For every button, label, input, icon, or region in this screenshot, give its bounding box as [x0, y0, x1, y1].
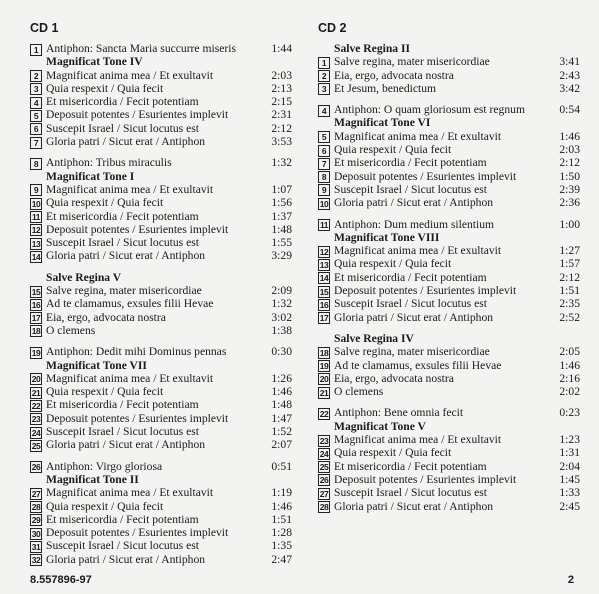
track-title: Et misericordia / Fecit potentiam: [334, 156, 487, 170]
track-duration: 3:42: [559, 81, 580, 95]
track-duration: 2:39: [559, 182, 580, 196]
track-title: Et misericordia / Fecit potentiam: [46, 95, 199, 109]
track-row: [30, 183, 292, 196]
track-duration: 3:02: [271, 310, 292, 324]
track-number-box: 4: [30, 97, 42, 109]
track-row: [30, 223, 292, 236]
track-row: [318, 311, 580, 324]
track-number-box: 23: [319, 435, 329, 446]
track-row: [318, 257, 580, 270]
track-row: [318, 170, 580, 183]
track-row: [30, 156, 292, 169]
track-title: Quia respexit / Quia fecit: [46, 81, 164, 95]
track-row: [30, 42, 292, 55]
track-row: [30, 486, 292, 499]
track-row: [30, 372, 292, 385]
track-title: Ad te clamamus, exsules filii Hevae: [334, 358, 502, 372]
track-duration: 0:54: [559, 103, 580, 117]
track-duration: 0:30: [271, 345, 292, 359]
track-row: [30, 526, 292, 539]
track-row: [30, 500, 292, 513]
track-number-box: 28: [31, 502, 41, 512]
track-number-box: 11: [320, 220, 328, 231]
track-row: [30, 196, 292, 209]
track-row: [318, 82, 580, 95]
track-number-box: 21: [31, 387, 41, 398]
work-heading: Magnificat Tone I: [46, 169, 135, 183]
track-row: [30, 425, 292, 438]
track-title: Eia, ergo, advocata nostra: [46, 310, 166, 324]
track-row: [318, 156, 580, 169]
track-number-box: 14: [319, 273, 329, 284]
track-title: Suscepit Israel / Sicut locutus est: [46, 425, 199, 439]
track-row: [30, 385, 292, 398]
cd2-sections: [318, 42, 580, 513]
track-title: Gloria patri / Sicut erat / Antiphon: [334, 310, 494, 324]
track-duration: 0:51: [271, 459, 292, 473]
track-title: Suscepit Israel / Sicut locutus est: [334, 182, 487, 196]
track-duration: 1:46: [559, 358, 580, 372]
track-duration: 2:47: [271, 552, 292, 566]
track-row: [30, 398, 292, 411]
track-duration: 2:04: [559, 459, 580, 473]
track-title: Antiphon: Dedit mihi Dominus pennas: [46, 345, 227, 359]
track-number-box: 5: [30, 110, 42, 122]
cd1-sections: [30, 42, 292, 566]
track-duration: 1:55: [271, 236, 292, 250]
track-number-box: 25: [319, 462, 329, 473]
track-duration: 1:23: [559, 433, 580, 447]
track-group: [318, 218, 580, 324]
track-number-box: 12: [31, 225, 41, 236]
track-number-box: 7: [318, 158, 330, 170]
track-number-box: 6: [318, 145, 330, 157]
track-number-box: 10: [319, 198, 329, 209]
track-title: Suscepit Israel / Sicut locutus est: [46, 236, 199, 250]
track-row: [318, 196, 580, 209]
track-duration: 1:07: [271, 182, 292, 196]
track-duration: 2:52: [559, 310, 580, 324]
catalog-number: 8.557896-97: [30, 574, 92, 586]
track-number-box: 22: [31, 400, 41, 411]
track-title: Antiphon: Sancta Maria succurre miseris: [46, 42, 236, 55]
track-title: Gloria patri / Sicut erat / Antiphon: [46, 135, 206, 149]
track-duration: 2:05: [559, 345, 580, 359]
track-row: [318, 446, 580, 459]
track-duration: 1:46: [271, 385, 292, 399]
work-heading: Magnificat Tone IV: [46, 55, 143, 69]
track-title: Salve regina, mater misericordiae: [334, 55, 490, 69]
track-number-box: 18: [31, 326, 41, 337]
track-row: [318, 297, 580, 310]
track-number-box: 13: [31, 238, 41, 249]
track-number-box: 2: [318, 70, 330, 82]
work-heading: Salve Regina IV: [334, 331, 414, 345]
track-duration: 2:12: [271, 121, 292, 135]
track-row: [30, 297, 292, 310]
track-row: [318, 385, 580, 398]
track-duration: 1:32: [271, 297, 292, 311]
track-title: Antiphon: Bene omnia fecit: [334, 406, 464, 420]
track-row: [318, 130, 580, 143]
track-row: [318, 143, 580, 156]
track-number-box: 24: [31, 427, 41, 438]
track-title: Deposuit potentes / Esurientes implevit: [334, 169, 517, 183]
track-number-box: 30: [31, 528, 41, 539]
track-row: [30, 108, 292, 121]
track-row: [318, 372, 580, 385]
track-title: Gloria patri / Sicut erat / Antiphon: [46, 249, 206, 263]
track-row: [30, 553, 292, 566]
track-title: Et misericordia / Fecit potentiam: [46, 512, 199, 526]
track-row: [318, 460, 580, 473]
track-title: Magnificat anima mea / Et exultavit: [334, 244, 502, 258]
track-title: Deposuit potentes / Esurientes implevit: [46, 526, 229, 540]
track-title: Deposuit potentes / Esurientes implevit: [334, 472, 517, 486]
track-duration: 1:37: [271, 209, 292, 223]
track-title: Quia respexit / Quia fecit: [334, 257, 452, 271]
track-duration: 1:46: [271, 499, 292, 513]
track-duration: 3:53: [271, 135, 292, 149]
track-number-box: 3: [30, 83, 42, 95]
track-number-box: 16: [319, 299, 329, 310]
track-number-box: 20: [319, 374, 329, 385]
track-duration: 2:35: [559, 297, 580, 311]
track-title: Antiphon: O quam gloriosum est regnum: [334, 103, 525, 117]
track-number-box: 29: [31, 515, 41, 526]
track-row: [318, 69, 580, 82]
track-number-box: 31: [31, 541, 41, 552]
track-title: Gloria patri / Sicut erat / Antiphon: [46, 552, 206, 566]
track-duration: 1:46: [559, 129, 580, 143]
track-row: [30, 82, 292, 95]
track-title: Suscepit Israel / Sicut locutus est: [46, 539, 199, 553]
track-duration: 2:36: [559, 196, 580, 210]
track-number-box: 9: [318, 184, 330, 196]
track-row: [318, 244, 580, 257]
track-duration: 2:03: [559, 143, 580, 157]
track-title: Deposuit potentes / Esurientes implevit: [334, 284, 517, 298]
track-row: [30, 284, 292, 297]
track-number-box: 17: [319, 313, 329, 324]
track-duration: 1:48: [271, 398, 292, 412]
track-row: [30, 210, 292, 223]
track-row: [318, 103, 580, 116]
track-title: Et misericordia / Fecit potentiam: [334, 270, 487, 284]
track-row: [318, 55, 580, 68]
track-number-box: 5: [318, 131, 330, 143]
track-duration: 2:02: [559, 385, 580, 399]
track-row: [318, 183, 580, 196]
track-duration: 1:26: [271, 371, 292, 385]
cd2-tracklist: [318, 20, 580, 513]
track-group: [318, 332, 580, 398]
track-title: O clemens: [334, 385, 384, 399]
track-number-box: 26: [31, 462, 41, 473]
track-number-box: 23: [31, 414, 41, 425]
track-duration: 1:00: [559, 217, 580, 231]
track-row: [30, 95, 292, 108]
track-title: Magnificat anima mea / Et exultavit: [46, 371, 214, 385]
track-duration: 1:50: [559, 169, 580, 183]
track-title: Magnificat anima mea / Et exultavit: [46, 68, 214, 82]
track-number-box: 3: [318, 83, 330, 95]
work-heading: Salve Regina V: [46, 270, 122, 284]
cd1-title: CD 1: [30, 21, 59, 35]
track-row: [318, 433, 580, 446]
track-number-box: 20: [31, 374, 41, 385]
track-number-box: 7: [30, 137, 42, 149]
track-group: [30, 156, 292, 262]
track-title: Deposuit potentes / Esurientes implevit: [46, 222, 229, 236]
track-row: [30, 236, 292, 249]
track-number-box: 19: [31, 347, 41, 358]
track-duration: 0:23: [559, 406, 580, 420]
track-row: [30, 311, 292, 324]
track-number-box: 22: [319, 408, 329, 419]
track-row: [30, 249, 292, 262]
track-number-box: 17: [31, 313, 41, 324]
track-duration: 1:19: [271, 486, 292, 500]
track-title: Eia, ergo, advocata nostra: [334, 68, 454, 82]
track-row: [30, 412, 292, 425]
track-number-box: 10: [31, 198, 41, 209]
track-title: Et misericordia / Fecit potentiam: [46, 209, 199, 223]
track-duration: 1:51: [559, 284, 580, 298]
track-number-box: 13: [319, 259, 329, 270]
track-number-box: 27: [319, 488, 329, 499]
track-title: Magnificat anima mea / Et exultavit: [334, 433, 502, 447]
track-row: [318, 345, 580, 358]
track-number-box: 4: [318, 105, 330, 117]
track-duration: 1:35: [271, 539, 292, 553]
track-duration: 2:09: [271, 284, 292, 298]
track-group: [30, 42, 292, 148]
track-duration: 2:45: [559, 499, 580, 513]
track-title: Salve regina, mater misericordiae: [46, 284, 202, 298]
track-row: [318, 218, 580, 231]
cd1-tracklist: [30, 20, 292, 566]
track-row: [318, 271, 580, 284]
track-number-box: 9: [30, 184, 42, 196]
track-duration: 2:43: [559, 68, 580, 82]
track-title: Magnificat anima mea / Et exultavit: [46, 486, 214, 500]
track-number-box: 28: [319, 502, 329, 512]
track-duration: 1:47: [271, 411, 292, 425]
work-heading: Magnificat Tone VI: [334, 116, 431, 130]
track-title: Gloria patri / Sicut erat / Antiphon: [46, 438, 206, 452]
track-number-box: 8: [30, 158, 42, 170]
work-heading: Magnificat Tone II: [46, 472, 139, 486]
track-number-box: 25: [31, 440, 41, 451]
work-heading: Magnificat Tone V: [334, 419, 426, 433]
track-duration: 1:32: [271, 156, 292, 170]
track-duration: 2:07: [271, 438, 292, 452]
track-title: Suscepit Israel / Sicut locutus est: [46, 121, 199, 135]
track-row: [30, 69, 292, 82]
track-duration: 1:51: [271, 512, 292, 526]
track-title: O clemens: [46, 323, 96, 337]
track-duration: 1:56: [271, 196, 292, 210]
work-heading: Magnificat Tone VIII: [334, 230, 440, 244]
track-duration: 1:52: [271, 425, 292, 439]
track-title: Deposuit potentes / Esurientes implevit: [46, 108, 229, 122]
track-title: Et Jesum, benedictum: [334, 81, 437, 95]
track-title: Antiphon: Dum medium silentium: [334, 217, 495, 231]
track-group: [30, 460, 292, 566]
track-title: Salve regina, mater misericordiae: [334, 345, 490, 359]
track-number-box: 15: [31, 286, 41, 297]
track-row: [30, 345, 292, 358]
track-group: [30, 345, 292, 451]
track-title: Quia respexit / Quia fecit: [46, 385, 164, 399]
work-heading: Salve Regina II: [334, 42, 411, 55]
track-row: [30, 324, 292, 337]
track-duration: 1:48: [271, 222, 292, 236]
track-number-box: 24: [319, 448, 329, 459]
track-title: Quia respexit / Quia fecit: [46, 196, 164, 210]
track-row: [30, 135, 292, 148]
track-number-box: 8: [318, 171, 330, 183]
track-row: [30, 539, 292, 552]
track-number-box: 27: [31, 488, 41, 499]
track-duration: 1:45: [559, 472, 580, 486]
track-title: Antiphon: Tribus miraculis: [46, 156, 172, 170]
track-title: Suscepit Israel / Sicut locutus est: [334, 297, 487, 311]
track-title: Gloria patri / Sicut erat / Antiphon: [334, 196, 494, 210]
track-duration: 2:03: [271, 68, 292, 82]
track-title: Deposuit potentes / Esurientes implevit: [46, 411, 229, 425]
page-number: 2: [567, 574, 574, 586]
cd2-title: CD 2: [318, 21, 347, 35]
track-number-box: 6: [30, 123, 42, 135]
track-number-box: 19: [319, 361, 329, 372]
track-duration: 2:16: [559, 371, 580, 385]
track-duration: 2:31: [271, 108, 292, 122]
track-title: Magnificat anima mea / Et exultavit: [46, 182, 214, 196]
track-duration: 1:38: [271, 323, 292, 337]
track-title: Gloria patri / Sicut erat / Antiphon: [334, 499, 494, 513]
track-duration: 1:33: [559, 486, 580, 500]
track-row: [30, 438, 292, 451]
track-duration: 1:28: [271, 526, 292, 540]
track-duration: 3:41: [559, 55, 580, 69]
track-number-box: 32: [31, 555, 41, 566]
track-duration: 2:12: [559, 156, 580, 170]
track-group: [318, 42, 580, 95]
track-row: [318, 486, 580, 499]
track-row: [30, 513, 292, 526]
track-duration: 3:29: [271, 249, 292, 263]
track-title: Ad te clamamus, exsules filii Hevae: [46, 297, 214, 311]
track-title: Magnificat anima mea / Et exultavit: [334, 129, 502, 143]
track-row: [318, 473, 580, 486]
track-group: [318, 103, 580, 209]
track-row: [318, 500, 580, 513]
track-title: Suscepit Israel / Sicut locutus est: [334, 486, 487, 500]
track-row: [318, 359, 580, 372]
track-number-box: 1: [30, 44, 42, 56]
track-row: [318, 406, 580, 419]
track-duration: 2:13: [271, 81, 292, 95]
track-title: Quia respexit / Quia fecit: [334, 143, 452, 157]
track-group: [30, 271, 292, 337]
track-row: [30, 122, 292, 135]
track-number-box: 26: [319, 475, 329, 486]
track-title: Et misericordia / Fecit potentiam: [334, 459, 487, 473]
track-duration: 1:44: [271, 42, 292, 55]
track-number-box: 14: [31, 251, 41, 262]
track-duration: 1:31: [559, 446, 580, 460]
track-number-box: 2: [30, 70, 42, 82]
track-duration: 1:57: [559, 257, 580, 271]
track-number-box: 18: [319, 347, 329, 358]
track-group: [318, 406, 580, 512]
track-row: [30, 460, 292, 473]
track-duration: 2:15: [271, 95, 292, 109]
track-number-box: 21: [319, 387, 329, 398]
track-number-box: 1: [318, 57, 330, 69]
track-number-box: 12: [319, 246, 329, 257]
track-title: Et misericordia / Fecit potentiam: [46, 398, 199, 412]
track-number-box: 16: [31, 299, 41, 310]
track-title: Quia respexit / Quia fecit: [46, 499, 164, 513]
track-duration: 1:27: [559, 244, 580, 258]
track-number-box: 15: [319, 286, 329, 297]
track-duration: 2:12: [559, 270, 580, 284]
track-row: [318, 284, 580, 297]
track-title: Quia respexit / Quia fecit: [334, 446, 452, 460]
track-number-box: 11: [32, 212, 40, 223]
track-title: Eia, ergo, advocata nostra: [334, 371, 454, 385]
track-title: Antiphon: Virgo gloriosa: [46, 459, 163, 473]
work-heading: Magnificat Tone VII: [46, 358, 147, 372]
